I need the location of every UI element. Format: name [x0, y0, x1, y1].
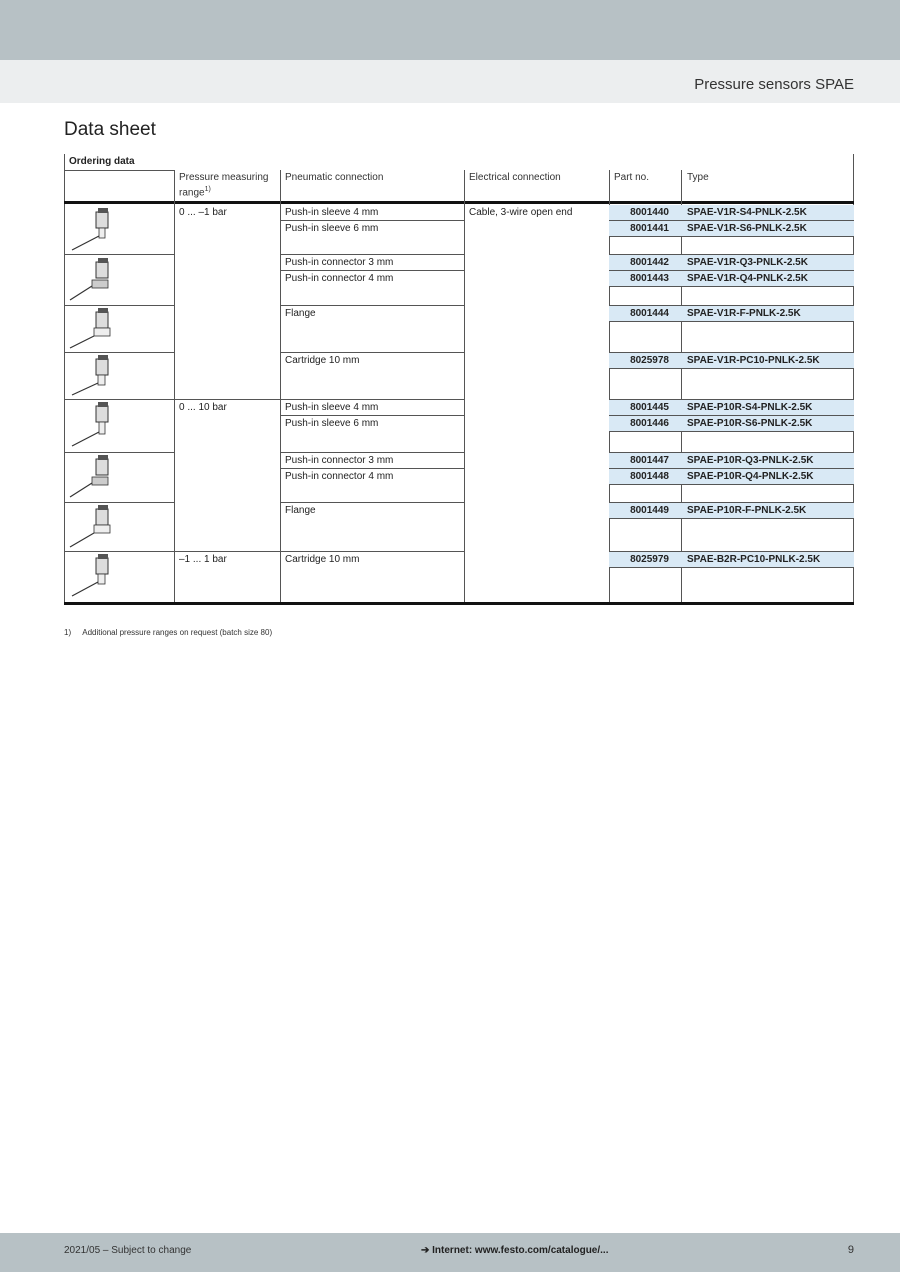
part-number: 8025979	[609, 552, 682, 567]
col-header-electrical: Electrical connection	[469, 172, 561, 183]
pneumatic-connection: Flange	[285, 308, 316, 319]
part-number: 8025978	[609, 353, 682, 368]
type-code: SPAE-B2R-PC10-PNLK-2.5K	[682, 552, 854, 567]
type-code: SPAE-V1R-F-PNLK-2.5K	[682, 306, 854, 321]
sensor-product-icon	[64, 353, 174, 399]
col-header-type: Type	[687, 172, 709, 183]
type-code: SPAE-V1R-PC10-PNLK-2.5K	[682, 353, 854, 368]
row-divider	[280, 305, 464, 306]
row-divider	[280, 502, 464, 503]
col-header-pressure: Pressure measuring range$^{1)}$	[179, 172, 269, 199]
table-bottom-rule	[64, 602, 854, 605]
col-divider	[174, 170, 175, 603]
page-header-title: Pressure sensors SPAE	[694, 76, 854, 93]
type-code: SPAE-V1R-S6-PNLK-2.5K	[682, 221, 854, 236]
caption-underline	[64, 170, 174, 171]
row-divider	[280, 399, 464, 400]
sensor-product-icon	[64, 552, 174, 601]
col-divider	[464, 170, 465, 603]
part-number: 8001442	[609, 255, 682, 270]
pneumatic-connection: Push-in connector 3 mm	[285, 455, 394, 466]
row-divider	[609, 567, 854, 568]
row-divider	[280, 220, 464, 221]
top-bar	[0, 0, 900, 60]
footnote: 1) Additional pressure ranges on request (batch size 80)	[64, 628, 273, 637]
pressure-range: 0 ... –1 bar	[179, 207, 227, 218]
type-code: SPAE-P10R-Q3-PNLK-2.5K	[682, 453, 854, 468]
type-code: SPAE-V1R-Q4-PNLK-2.5K	[682, 271, 854, 286]
row-divider	[280, 270, 464, 271]
pneumatic-connection: Push-in connector 4 mm	[285, 471, 394, 482]
pneumatic-connection: Push-in sleeve 4 mm	[285, 402, 379, 413]
col-divider	[280, 170, 281, 603]
table-right-border	[853, 154, 854, 202]
type-code: SPAE-V1R-Q3-PNLK-2.5K	[682, 255, 854, 270]
page-number: 9	[847, 1244, 854, 1256]
pneumatic-connection: Cartridge 10 mm	[285, 554, 360, 565]
sensor-product-icon	[64, 453, 174, 502]
pressure-range: –1 ... 1 bar	[179, 554, 227, 565]
pneumatic-connection: Push-in sleeve 6 mm	[285, 418, 379, 429]
footer-date: 2021/05 – Subject to change	[64, 1245, 192, 1256]
type-code: SPAE-P10R-F-PNLK-2.5K	[682, 503, 854, 518]
pneumatic-connection: Flange	[285, 505, 316, 516]
type-code: SPAE-P10R-S4-PNLK-2.5K	[682, 400, 854, 415]
sensor-product-icon	[64, 503, 174, 551]
electrical-connection: Cable, 3-wire open end	[469, 207, 573, 218]
row-divider	[609, 484, 854, 485]
col-header-partno: Part no.	[614, 172, 650, 183]
pneumatic-connection: Push-in sleeve 4 mm	[285, 207, 379, 218]
part-number: 8001444	[609, 306, 682, 321]
part-number: 8001448	[609, 469, 682, 484]
row-divider	[280, 452, 464, 453]
part-number: 8001447	[609, 453, 682, 468]
row-divider	[609, 286, 854, 287]
part-number: 8001445	[609, 400, 682, 415]
row-divider	[609, 321, 854, 322]
pneumatic-connection: Push-in sleeve 6 mm	[285, 223, 379, 234]
sensor-product-icon	[64, 256, 174, 304]
footer-link[interactable]: ➔ Internet: www.festo.com/catalogue/...	[421, 1245, 609, 1256]
part-number: 8001440	[609, 205, 682, 220]
type-code: SPAE-P10R-S6-PNLK-2.5K	[682, 416, 854, 431]
part-number: 8001449	[609, 503, 682, 518]
header-rule	[64, 201, 854, 204]
type-code: SPAE-P10R-Q4-PNLK-2.5K	[682, 469, 854, 484]
row-divider	[280, 551, 464, 552]
row-divider	[64, 254, 174, 255]
row-divider	[609, 236, 854, 237]
pneumatic-connection: Push-in connector 3 mm	[285, 257, 394, 268]
col-header-pneumatic: Pneumatic connection	[285, 172, 384, 183]
row-divider	[280, 415, 464, 416]
row-divider	[280, 468, 464, 469]
row-divider	[280, 254, 464, 255]
part-number: 8001441	[609, 221, 682, 236]
footer-bar	[0, 1233, 900, 1272]
row-divider	[609, 518, 854, 519]
sensor-product-icon	[64, 306, 174, 352]
header-bar	[0, 60, 900, 103]
row-divider	[609, 368, 854, 369]
table-left-border	[64, 154, 65, 202]
part-number: 8001443	[609, 271, 682, 286]
table-caption: Ordering data	[69, 156, 135, 167]
section-title: Data sheet	[64, 119, 156, 140]
pressure-range: 0 ... 10 bar	[179, 402, 227, 413]
pneumatic-connection: Cartridge 10 mm	[285, 355, 360, 366]
pneumatic-connection: Push-in connector 4 mm	[285, 273, 394, 284]
sensor-product-icon	[64, 400, 174, 452]
sensor-product-icon	[64, 206, 174, 254]
row-divider	[609, 431, 854, 432]
type-code: SPAE-V1R-S4-PNLK-2.5K	[682, 205, 854, 220]
part-number: 8001446	[609, 416, 682, 431]
row-divider	[280, 352, 464, 353]
